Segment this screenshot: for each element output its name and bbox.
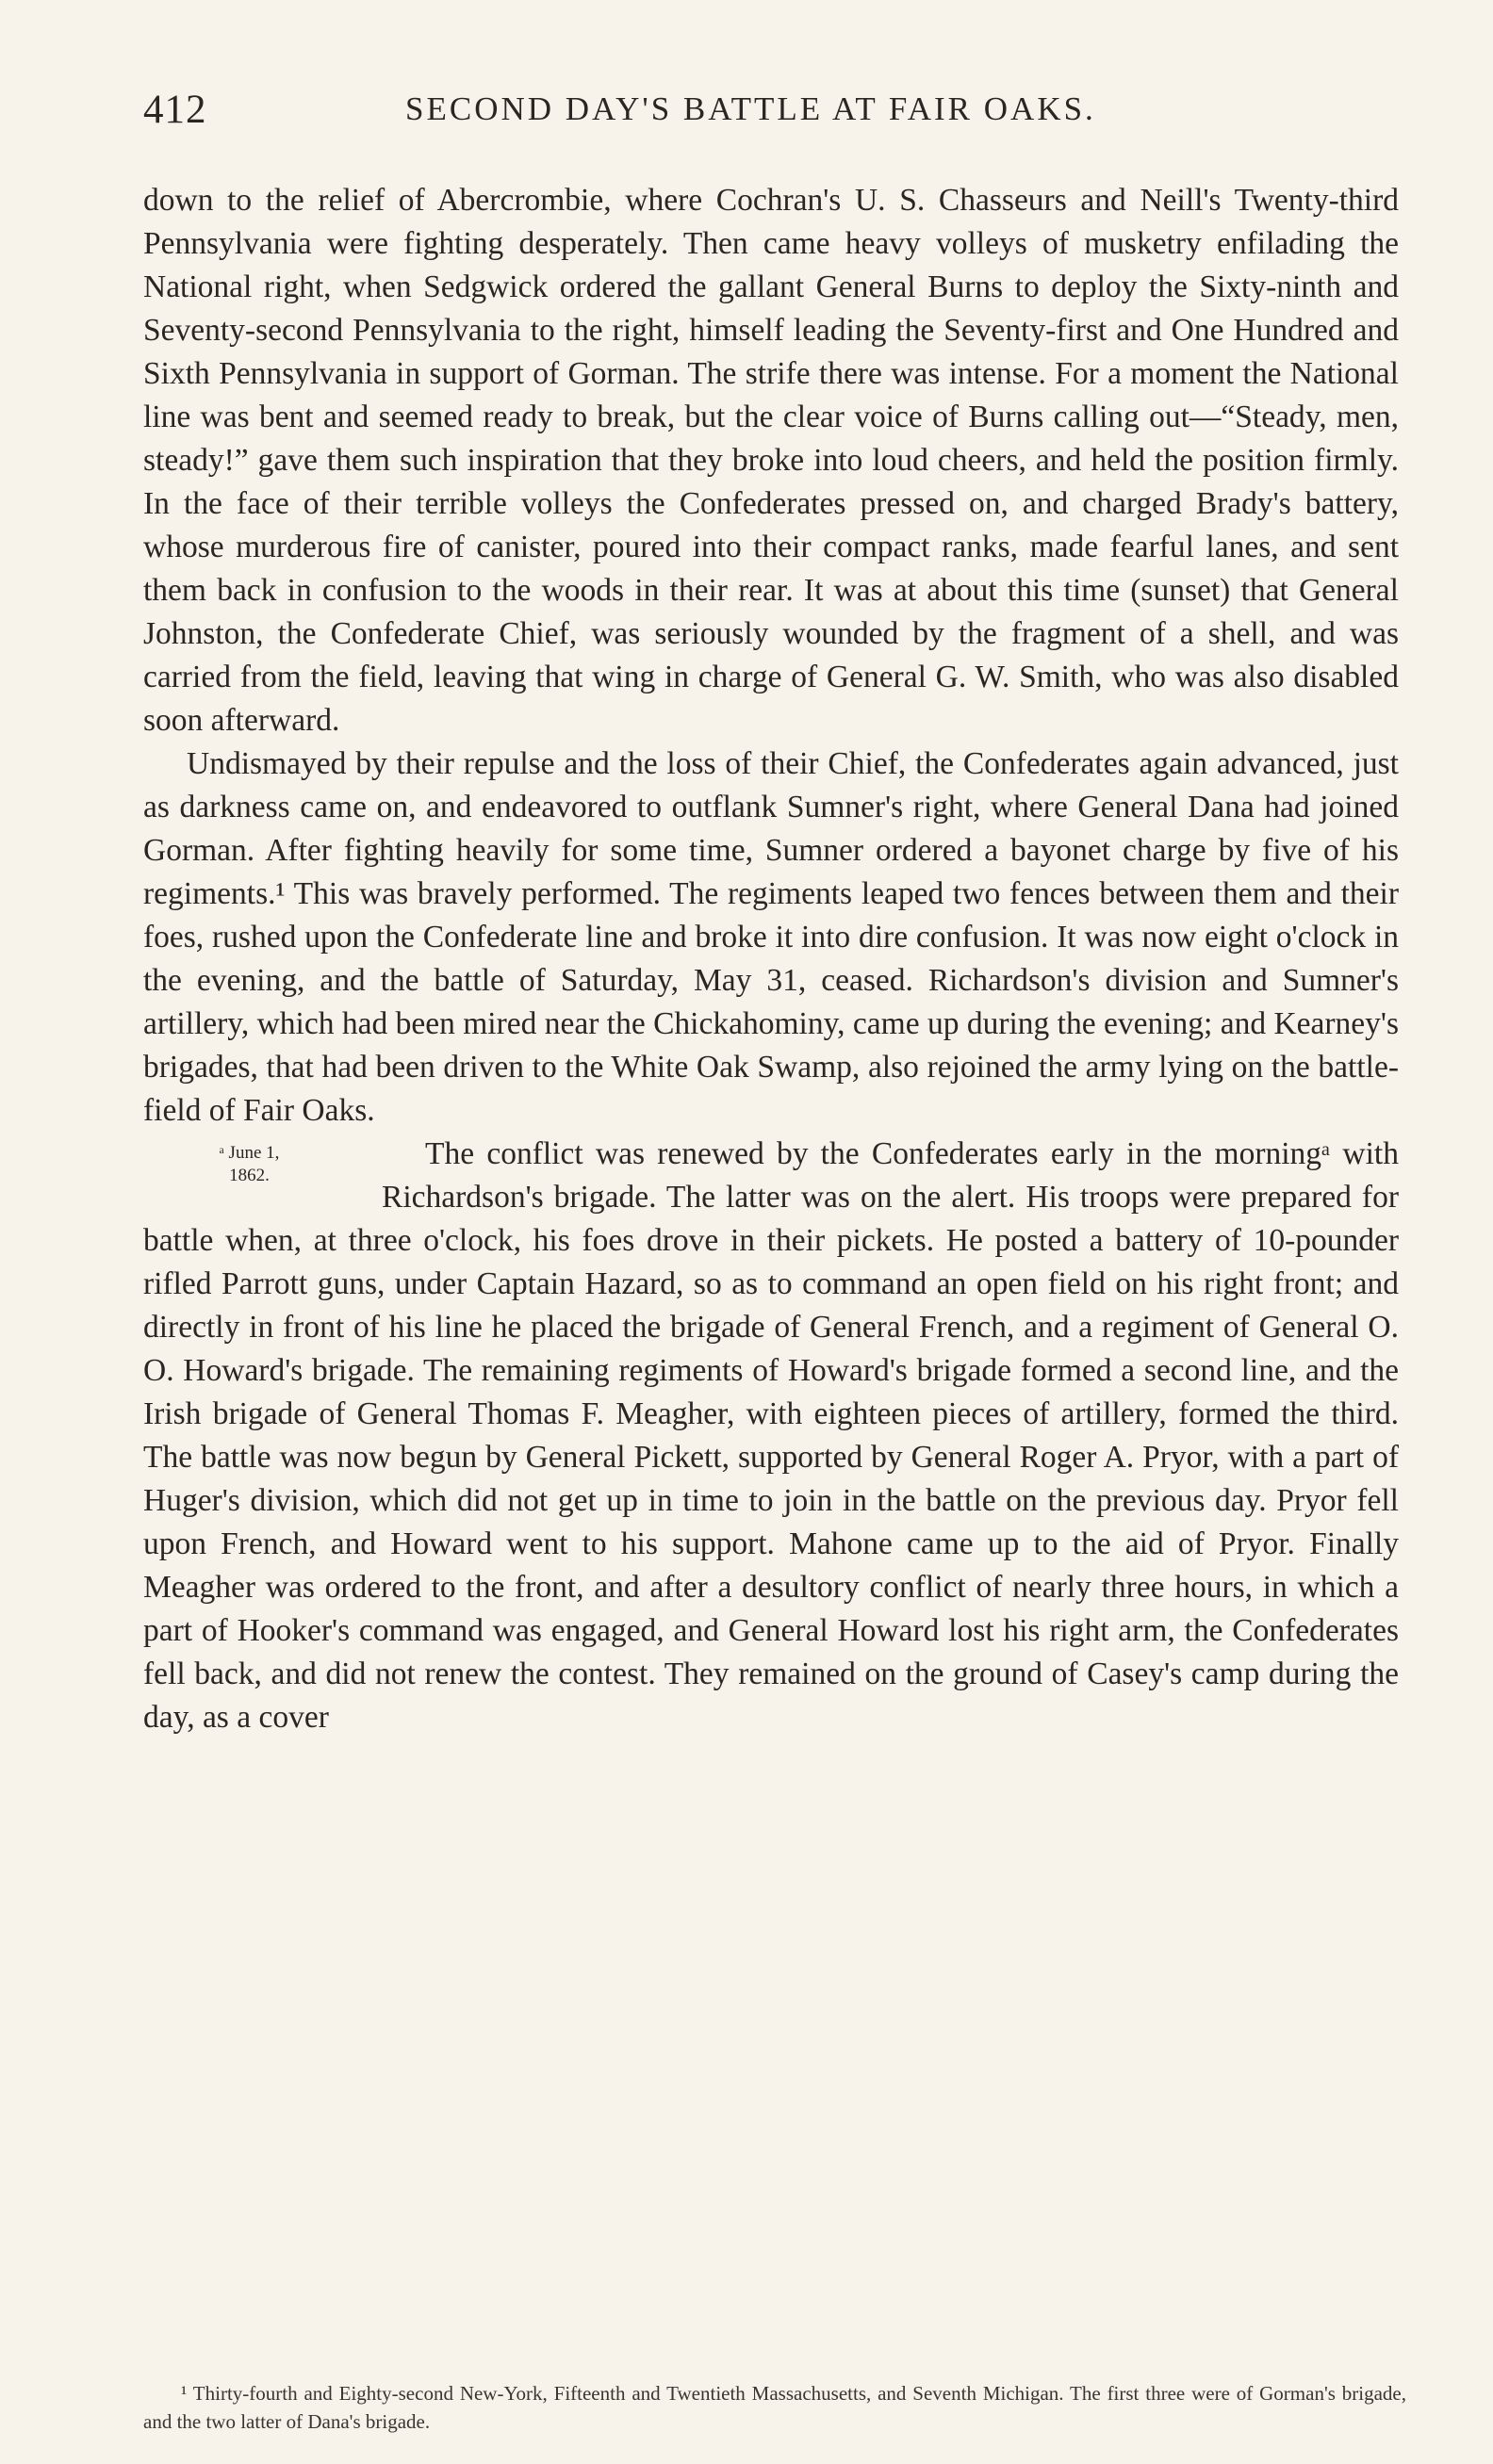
body-text <box>143 179 1399 1739</box>
paragraph-3-block <box>143 1133 1399 1739</box>
footnotes <box>143 2379 1406 2436</box>
margin-date-note <box>143 1133 355 1219</box>
paragraph-3: The conflict was renewed by the Confederates early in the morningᵃ with Richardson's brigade. The latter was on the alert. His troops were prepared for battle when, at three o'clock, his foes drove in their pickets. He posted a battery of 10-pounder rifled Parrott guns, under Captain Hazard, so as to command an open field on his right front; and directly in front of his line he placed the brigade of General French, and a regiment of General O. O. Howard's brigade. The remaining regiments of Howard's brigade formed a second line, and the Irish brigade of General Thomas F. Meagher, with eighteen pieces of artillery, formed the third. The battle was now begun by General Pickett, supported by General Roger A. Pryor, with a part of Huger's division, which did not get up in time to join in the battle on the previous day. Pryor fell upon French, and Howard went to his support. Mahone came up to the aid of Pryor. Finally Meagher was ordered to the front, and after a desultory conflict of nearly three hours, in which a part of Hooker's command was engaged, and General Howard lost his right arm, the Confederates fell back, and did not renew the contest. They remained on the ground of Casey's camp during the day, as a cover <box>143 1136 1399 1735</box>
paragraph-2: Undismayed by their repulse and the loss of their Chief, the Confederates again advanced, just as darkness came on, and endeavored to outflank Sumner's right, where General Dana had joined Gorman. After fighting heavily for some time, Sumner ordered a bayonet charge by five of his regiments.¹ This was bravely performed. The regiments leaped two fences between them and their foes, rushed upon the Confederate line and broke it into dire confusion. It was now eight o'clock in the evening, and the battle of Saturday, May 31, ceased. Richardson's division and Sumner's artillery, which had been mired near the Chickahominy, came up during the evening; and Kearney's brigades, that had been driven to the White Oak Swamp, also rejoined the army lying on the battle-field of Fair Oaks. <box>143 746 1399 1128</box>
margin-note-year: 1862. <box>229 1166 270 1185</box>
paragraph-1: down to the relief of Abercrombie, where Cochran's U. S. Chasseurs and Neill's Twenty-third Pennsylvania were fighting desperately. Then came heavy volleys of musketry enfilading the National right, when Sedgwick ordered the gallant General Burns to deploy the Sixty-ninth and Seventy-second Pennsylvania to the right, himself leading the Seventy-first and One Hundred and Sixth Pennsylvania in support of Gorman. The strife there was intense. For a moment the National line was bent and seemed ready to break, but the clear voice of Burns calling out—“Steady, men, steady!” gave them such inspiration that they broke into loud cheers, and held the position firmly. In the face of their terrible volleys the Confederates pressed on, and charged Brady's battery, whose murderous fire of canister, poured into their compact ranks, made fearful lanes, and sent them back in confusion to the woods in their rear. It was at about this time (sunset) that General Johnston, the Confederate Chief, was seriously wounded by the fragment of a shell, and was carried from the field, leaving that wing in charge of General G. W. Smith, who was also disabled soon afterward. <box>143 183 1399 738</box>
running-head: SECOND DAY'S BATTLE AT FAIR OAKS. <box>405 90 1096 127</box>
margin-note-date: ᵃ June 1, <box>219 1143 280 1163</box>
page-header <box>143 87 1406 143</box>
page-number: 412 <box>143 88 207 132</box>
footnote-1: ¹ Thirty-fourth and Eighty-second New-York, Fifteenth and Twentieth Massachusetts, and Seventh Michigan. The first three were of Gorman's brigade, and the two latter of Dana's brigade. <box>143 2382 1406 2433</box>
